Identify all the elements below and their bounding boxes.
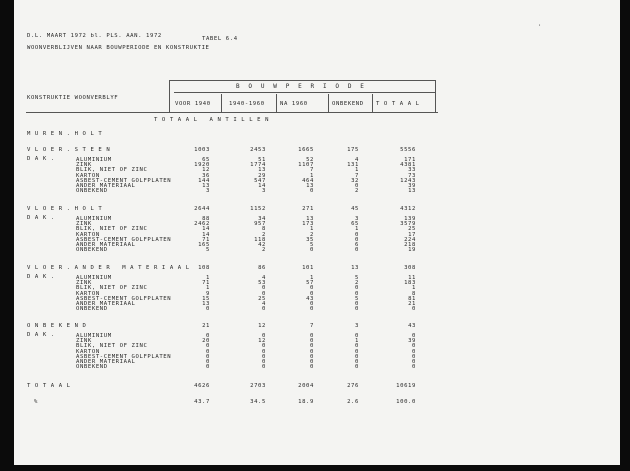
table-cell: 0 — [310, 247, 314, 254]
table-cell: 52 — [306, 157, 314, 163]
table-cell: 0 — [355, 290, 359, 297]
header-right-rule — [435, 80, 436, 113]
table-cell: 39 — [408, 183, 416, 189]
table-cell: 1 — [310, 226, 314, 233]
table-cell: 5 — [206, 247, 210, 254]
table-cell: 0 — [412, 333, 416, 339]
group-total-cell: 12 — [258, 323, 266, 329]
table-cell: 1107 — [298, 162, 314, 169]
top-line: D.L. MAART 1972 bl. PLS. AAN. 1972 — [27, 33, 162, 39]
table-cell: 118 — [254, 236, 266, 243]
table-cell: 218 — [404, 242, 416, 248]
row-label: KARTON — [76, 290, 100, 297]
table-cell: 4381 — [400, 162, 416, 169]
percent-cell: 100.0 — [396, 399, 416, 405]
table-cell: 3579 — [400, 221, 416, 228]
totaal-label: T O T A A L — [27, 383, 71, 389]
table-cell: 0 — [310, 301, 314, 307]
table-cell: 2 — [262, 231, 266, 238]
table-cell: 2 — [355, 188, 359, 195]
table-cell: 1 — [355, 338, 359, 345]
table-cell: 9 — [206, 290, 210, 297]
percent-cell: 2.6 — [347, 399, 359, 405]
row-label: ONBEKEND — [76, 306, 108, 313]
table-cell: 0 — [355, 343, 359, 350]
col-header-voor-1940: VOOR 1940 — [175, 101, 211, 107]
row-label: ONBEKEND — [76, 188, 108, 195]
table-cell: 0 — [355, 285, 359, 292]
table-cell: 0 — [355, 333, 359, 339]
row-label: ANDER MATERIAAL — [76, 301, 136, 307]
dak-label: D A K . — [27, 274, 55, 280]
table-cell: 1 — [206, 275, 210, 281]
table-cell: 0 — [310, 364, 314, 371]
table-cell: 35 — [306, 236, 314, 243]
percent-cell: 18.9 — [298, 399, 314, 405]
group-total-cell: 101 — [302, 265, 314, 271]
table-cell: 14 — [202, 231, 210, 238]
table-cell: 14 — [202, 226, 210, 233]
table-cell: 4 — [262, 301, 266, 307]
table-cell: 131 — [347, 162, 359, 169]
row-label: ZINK — [76, 162, 92, 169]
table-cell: 39 — [408, 338, 416, 345]
table-cell: 0 — [262, 359, 266, 365]
table-cell: 224 — [404, 236, 416, 243]
section-title: T O T A A L A N T I L L E N — [154, 117, 270, 123]
col-header-onbekend: ONBEKEND — [332, 101, 364, 107]
table-cell: 8 — [262, 226, 266, 233]
group-total-cell: 86 — [258, 265, 266, 271]
table-cell: 1 — [355, 167, 359, 174]
table-cell: 25 — [408, 226, 416, 233]
table-cell: 0 — [355, 231, 359, 238]
table-cell: 0 — [206, 333, 210, 339]
table-cell: 3 — [355, 216, 359, 222]
table-cell: 8 — [412, 290, 416, 297]
table-cell: 0 — [355, 183, 359, 189]
table-cell: 165 — [198, 242, 210, 248]
table-cell: 33 — [408, 167, 416, 174]
totaal-cell: 4626 — [194, 383, 210, 389]
table-cell: 15 — [202, 295, 210, 302]
table-cell: 0 — [310, 333, 314, 339]
table-cell: 0 — [355, 359, 359, 365]
table-cell: 7 — [355, 172, 359, 179]
row-label: BLIK, NIET OF ZINC — [76, 343, 148, 350]
dak-label: D A K . — [27, 215, 55, 221]
document-page — [14, 0, 620, 465]
table-cell: 4 — [355, 157, 359, 163]
header-bottom-rule — [26, 112, 438, 113]
scan-border-left — [0, 0, 14, 471]
table-cell: 139 — [404, 216, 416, 222]
table-cell: 0 — [310, 290, 314, 297]
row-label: ASBEST-CEMENT GOLFPLATEN — [76, 236, 172, 243]
table-cell: 0 — [310, 348, 314, 355]
group-heading: M U R E N . H O L T — [27, 131, 103, 137]
table-cell: 0 — [310, 353, 314, 360]
row-label: BLIK, NIET OF ZINC — [76, 167, 148, 174]
row-label: ASBEST-CEMENT GOLFPLATEN — [76, 177, 172, 184]
bouwperiode-header: B O U W P E R I O D E — [236, 83, 367, 90]
table-cell: 1774 — [250, 162, 266, 169]
table-cell: 17 — [408, 231, 416, 238]
table-cell: 13 — [306, 216, 314, 222]
table-cell: 0 — [355, 353, 359, 360]
group-total-cell: 4312 — [400, 206, 416, 212]
table-cell: 0 — [310, 343, 314, 350]
table-cell: 0 — [262, 343, 266, 350]
table-cell: 13 — [306, 183, 314, 189]
table-cell: 4 — [262, 275, 266, 281]
table-cell: 13 — [408, 188, 416, 195]
group-heading: V L O E R . S T E E N — [27, 147, 111, 153]
table-cell: 21 — [408, 301, 416, 307]
table-cell: 13 — [202, 183, 210, 189]
scan-mark: ˈ — [538, 24, 542, 31]
table-cell: 88 — [202, 216, 210, 222]
table-cell: 42 — [258, 242, 266, 248]
group-total-cell: 7 — [310, 323, 314, 329]
table-cell: 1 — [310, 275, 314, 281]
header-mid-rule — [174, 92, 436, 93]
row-label: ANDER MATERIAAL — [76, 183, 136, 189]
group-total-cell: 3 — [355, 323, 359, 329]
totaal-cell: 2004 — [298, 383, 314, 389]
table-cell: 1 — [206, 285, 210, 292]
table-cell: 1 — [310, 172, 314, 179]
table-cell: 0 — [310, 188, 314, 195]
table-cell: 464 — [302, 177, 314, 184]
table-cell: 173 — [302, 221, 314, 228]
table-cell: 2 — [310, 231, 314, 238]
totaal-cell: 10619 — [396, 383, 416, 389]
table-cell: 0 — [206, 343, 210, 350]
group-total-cell: 271 — [302, 206, 314, 212]
group-total-cell: 175 — [347, 147, 359, 153]
table-cell: 0 — [206, 348, 210, 355]
table-cell: 32 — [351, 177, 359, 184]
header-left-rule — [169, 80, 170, 113]
table-cell: 183 — [404, 280, 416, 287]
table-cell: 12 — [258, 338, 266, 345]
row-label: ASBEST-CEMENT GOLFPLATEN — [76, 295, 172, 302]
group-total-cell: 45 — [351, 206, 359, 212]
table-cell: 0 — [412, 343, 416, 350]
group-heading: V L O E R . H O L T — [27, 206, 103, 212]
scan-border-right — [620, 0, 630, 471]
table-cell: 36 — [202, 172, 210, 179]
table-cell: 7 — [310, 167, 314, 174]
table-cell: 73 — [408, 172, 416, 179]
table-cell: 0 — [355, 364, 359, 371]
table-cell: 0 — [355, 247, 359, 254]
table-cell: 57 — [306, 280, 314, 287]
col-header-na-1960: NA 1960 — [280, 101, 308, 107]
row-label: ALUMINIUM — [76, 333, 112, 339]
table-cell: 2462 — [194, 221, 210, 228]
row-label: ASBEST-CEMENT GOLFPLATEN — [76, 353, 172, 360]
percent-cell: 34.5 — [250, 399, 266, 405]
table-cell: 0 — [355, 348, 359, 355]
table-cell: 34 — [258, 216, 266, 222]
row-label: ZINK — [76, 280, 92, 287]
header-top-rule — [169, 80, 435, 81]
table-cell: 13 — [258, 167, 266, 174]
table-cell: 1 — [412, 285, 416, 292]
table-cell: 0 — [206, 359, 210, 365]
table-cell: 1920 — [194, 162, 210, 169]
table-cell: 81 — [408, 295, 416, 302]
totaal-cell: 276 — [347, 383, 359, 389]
table-cell: 29 — [258, 172, 266, 179]
group-total-cell: 1003 — [194, 147, 210, 153]
table-cell: 0 — [262, 306, 266, 313]
table-cell: 6 — [355, 242, 359, 248]
row-label: ANDER MATERIAAL — [76, 359, 136, 365]
table-cell: 25 — [258, 295, 266, 302]
row-label: ONBEKEND — [76, 364, 108, 371]
dak-label: D A K . — [27, 156, 55, 162]
table-cell: 0 — [262, 285, 266, 292]
table-cell: 65 — [202, 157, 210, 163]
table-cell: 0 — [262, 348, 266, 355]
table-cell: 12 — [202, 167, 210, 174]
group-total-cell: 1152 — [250, 206, 266, 212]
table-cell: 0 — [310, 306, 314, 313]
table-cell: 71 — [202, 236, 210, 243]
table-cell: 65 — [351, 221, 359, 228]
table-cell: 0 — [206, 364, 210, 371]
table-cell: 0 — [262, 333, 266, 339]
table-cell: 20 — [202, 338, 210, 345]
table-cell: 0 — [412, 364, 416, 371]
table-cell: 0 — [355, 301, 359, 307]
table-cell: 957 — [254, 221, 266, 228]
row-label: ALUMINIUM — [76, 275, 112, 281]
dak-label: D A K . — [27, 332, 55, 338]
totaal-cell: 2703 — [250, 383, 266, 389]
group-total-cell: 5556 — [400, 147, 416, 153]
table-cell: 11 — [408, 275, 416, 281]
table-cell: 5 — [355, 275, 359, 281]
table-cell: 0 — [206, 353, 210, 360]
group-total-cell: 21 — [202, 323, 210, 329]
col-sep-1 — [221, 94, 222, 112]
row-label: KARTON — [76, 172, 100, 179]
table-cell: 547 — [254, 177, 266, 184]
group-total-cell: 108 — [198, 265, 210, 271]
row-label: ZINK — [76, 221, 92, 228]
row-label: ZINK — [76, 338, 92, 345]
table-cell: 0 — [355, 306, 359, 313]
table-cell: 0 — [206, 306, 210, 313]
col-sep-2 — [276, 94, 277, 112]
row-label: ANDER MATERIAAL — [76, 242, 136, 248]
row-label: KARTON — [76, 231, 100, 238]
table-cell: 0 — [262, 353, 266, 360]
table-cell: 2 — [262, 247, 266, 254]
group-total-cell: 2644 — [194, 206, 210, 212]
table-cell: 19 — [408, 247, 416, 254]
table-cell: 0 — [310, 359, 314, 365]
table-cell: 71 — [202, 280, 210, 287]
table-cell: 5 — [355, 295, 359, 302]
table-cell: 0 — [310, 285, 314, 292]
table-subtitle: WOONVERBLIJVEN NAAR BOUWPERIODE EN KONSTRUKTIE — [27, 45, 210, 51]
table-cell: 144 — [198, 177, 210, 184]
scan-border-bottom — [0, 465, 630, 471]
row-label: KARTON — [76, 348, 100, 355]
group-heading: V L O E R . A N D E R M A T E R I A A L — [27, 265, 190, 271]
table-cell: 171 — [404, 157, 416, 163]
table-cell: 3 — [262, 188, 266, 195]
percent-cell: 43.7 — [194, 399, 210, 405]
table-cell: 13 — [202, 301, 210, 307]
table-cell: 0 — [412, 348, 416, 355]
table-cell: 0 — [310, 338, 314, 345]
group-total-cell: 308 — [404, 265, 416, 271]
row-label: ONBEKEND — [76, 247, 108, 254]
tabel-number: TABEL 6.4 — [202, 36, 238, 42]
table-cell: 5 — [310, 242, 314, 248]
table-cell: 0 — [262, 364, 266, 371]
table-cell: 43 — [306, 295, 314, 302]
row-label: BLIK, NIET OF ZINC — [76, 285, 148, 292]
col-header-1940-1960: 1940-1960 — [229, 101, 265, 107]
col-sep-3 — [328, 94, 329, 112]
col-header-totaal: T O T A A L — [376, 101, 420, 107]
col-sep-4 — [372, 94, 373, 112]
table-cell: 1 — [355, 226, 359, 233]
table-cell: 14 — [258, 183, 266, 189]
table-cell: 53 — [258, 280, 266, 287]
table-cell: 0 — [262, 290, 266, 297]
table-cell: 0 — [412, 359, 416, 365]
group-total-cell: 2453 — [250, 147, 266, 153]
row-label: BLIK, NIET OF ZINC — [76, 226, 148, 233]
table-cell: 0 — [412, 353, 416, 360]
table-cell: 51 — [258, 157, 266, 163]
row-header-label: KONSTRUKTIE WOONVERBLYF — [27, 95, 119, 101]
table-cell: 3 — [206, 188, 210, 195]
group-heading: O N B E K E N D — [27, 323, 87, 329]
row-label: ALUMINIUM — [76, 216, 112, 222]
table-cell: 0 — [412, 306, 416, 313]
row-label: ALUMINIUM — [76, 157, 112, 163]
table-cell: 0 — [355, 236, 359, 243]
group-total-cell: 13 — [351, 265, 359, 271]
group-total-cell: 1665 — [298, 147, 314, 153]
table-cell: 2 — [355, 280, 359, 287]
percent-label: % — [34, 399, 38, 405]
group-total-cell: 43 — [408, 323, 416, 329]
table-cell: 1243 — [400, 177, 416, 184]
